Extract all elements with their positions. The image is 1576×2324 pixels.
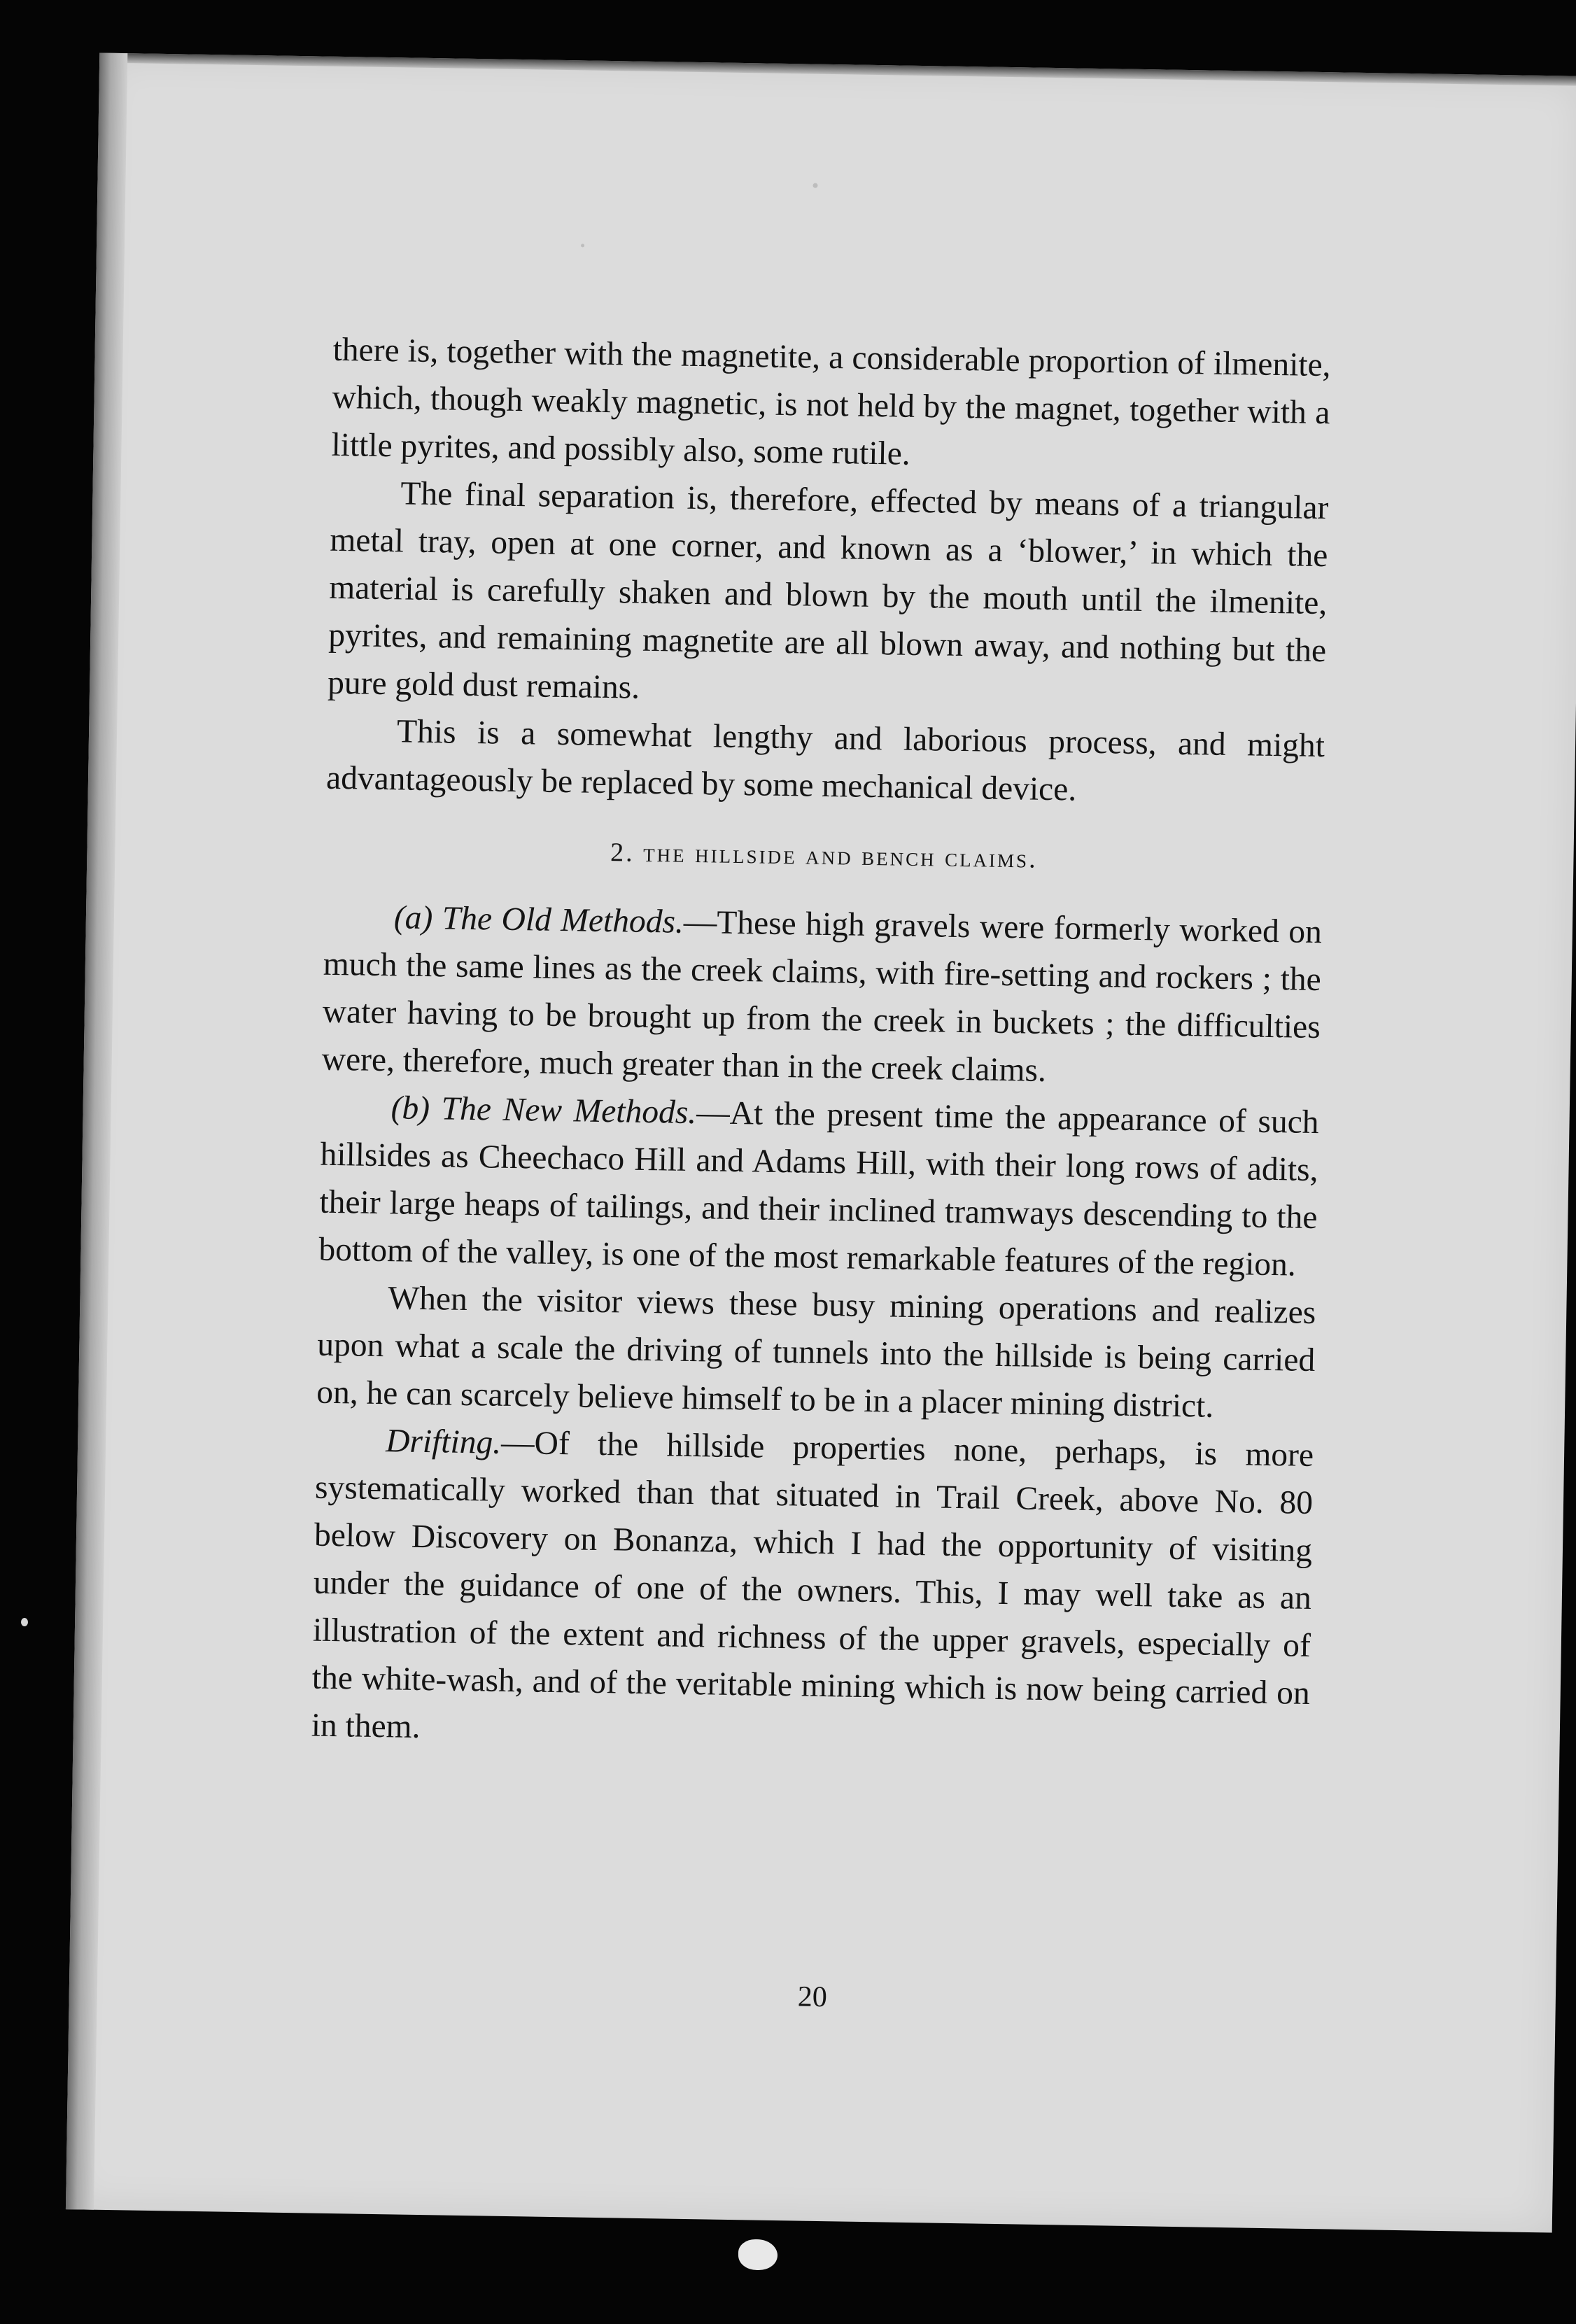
new-methods-text: —At the present time the appearance of such hillsides as Cheechaco Hill and Adams Hill, with their long rows of adits, their large heaps of tailings, and their inclined tramways descending to the bottom of the valley, is one of the most remarkable features of the region.: [318, 1094, 1319, 1283]
old-methods-label: (a) The Old Methods.: [393, 899, 684, 941]
paragraph-new-methods: [318, 1083, 1319, 1289]
paper-speck: [581, 244, 584, 247]
book-page: [66, 53, 1576, 2233]
drifting-text: —Of the hillside properties none, perhaps, is more systematically worked than that situated in Trail Creek, above No. 80 below Discovery on Bonanza, which I had the opportunity of visiting under the guidance of one of the owners. This, I may well take as an illustration of the extent and richness of the upper gravels, especially of the white-wash, and of the veritable mining which is now being carried on in them.: [311, 1424, 1314, 1745]
page-top-edge: [99, 53, 1576, 86]
body-text: [311, 326, 1331, 1765]
paragraph-visitor: When the visitor views these busy mining operations and realizes upon what a scale the driving of tunnels into the hillside is being carried on, he can scarcely believe himself to be in a placer mining district.: [316, 1280, 1316, 1425]
section-heading: [325, 830, 1323, 882]
page-spine-edge: [66, 53, 127, 2210]
margin-speck: [21, 1618, 28, 1626]
paragraph-old-methods: [321, 893, 1322, 1099]
paragraph-drifting: [311, 1416, 1314, 1765]
paragraph-lengthy-process: This is a somewhat lengthy and laborious process, and might advantageously be replaced by some mechanical device.: [325, 713, 1325, 808]
paragraph-final-separation: The final separation is, therefore, effected by means of a triangular metal tray, open at one corner, and known as a ‘blower,’ in which the material is carefully shaken and blown by the mouth until the ilmenite, pyrites, and remaining magnetite are all blown away, and nothing but the pure gold dust remains.: [327, 475, 1329, 706]
scan-blot: [738, 2239, 778, 2270]
page-number: 20: [797, 1980, 828, 2014]
drifting-label: Drifting.: [385, 1423, 502, 1461]
paper-speck: [812, 183, 817, 188]
section-title: the hillside and bench claims.: [642, 838, 1038, 874]
new-methods-label: (b) The New Methods.: [391, 1090, 697, 1132]
old-methods-text: —These high gravels were formerly worked on much the same lines as the creek claims, with fire-setting and rockers ; the water having to be brought up from the creek in buckets ; the difficulties were, therefore, much greater than in the creek claims.: [321, 903, 1323, 1089]
paragraph-continuation: there is, together with the magnetite, a considerable proportion of ilmenite, which, though weakly magnetic, is not held by the magnet, together with a little pyrites, and possibly also, some rutile.: [331, 331, 1331, 472]
section-number: 2.: [610, 838, 635, 868]
